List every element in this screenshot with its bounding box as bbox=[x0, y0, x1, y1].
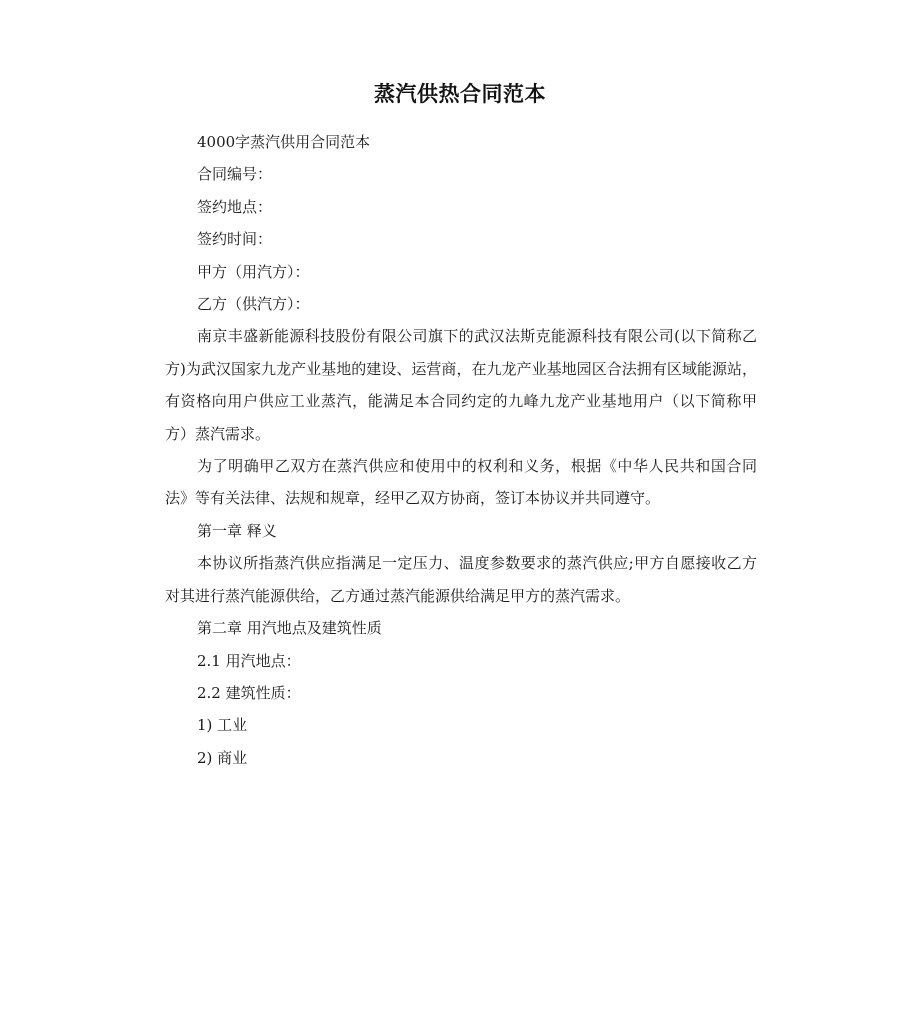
party-b-field: 乙方（供汽方）： bbox=[197, 295, 310, 314]
signing-place-field: 签约地点： bbox=[197, 197, 273, 216]
purpose-paragraph: 为了明确甲乙双方在蒸汽供应和使用中的权利和义务，根据《中华人民共和国合同法》等有关法律、法规和规章，经甲乙双方协商，签订本协议并共同遵守。 bbox=[165, 457, 757, 508]
clause-2-1: 2.1 用汽地点： bbox=[197, 651, 301, 670]
document-title: 蒸汽供热合同范本 bbox=[374, 82, 546, 107]
list-item-commercial: 2) 商业 bbox=[197, 748, 248, 767]
contract-number-field: 合同编号： bbox=[197, 165, 273, 184]
list-item-industrial: 1) 工业 bbox=[197, 716, 248, 735]
chapter-1-heading: 第一章 释义 bbox=[197, 521, 277, 540]
background-paragraph: 南京丰盛新能源科技股份有限公司旗下的武汉法斯克能源科技有限公司(以下简称乙方)为武汉国家九龙产业基地的建设、运营商，在九龙产业基地园区合法拥有区域能源站，有资格向用户供应工业蒸汽，能满足本合同约定的九峰九龙产业基地用户（以下简称甲方）蒸汽需求。 bbox=[165, 327, 757, 443]
signing-time-field: 签约时间： bbox=[197, 230, 273, 249]
intro-line: 4000字蒸汽供用合同范本 bbox=[197, 133, 371, 151]
chapter-1-paragraph: 本协议所指蒸汽供应指满足一定压力、温度参数要求的蒸汽供应;甲方自愿接收乙方对其进行蒸汽能源供给，乙方通过蒸汽能源供给满足甲方的蒸汽需求。 bbox=[165, 554, 757, 605]
chapter-2-heading: 第二章 用汽地点及建筑性质 bbox=[197, 619, 382, 638]
party-a-field: 甲方（用汽方）： bbox=[197, 262, 310, 281]
document-body bbox=[165, 126, 757, 774]
clause-2-2: 2.2 建筑性质： bbox=[197, 683, 301, 702]
